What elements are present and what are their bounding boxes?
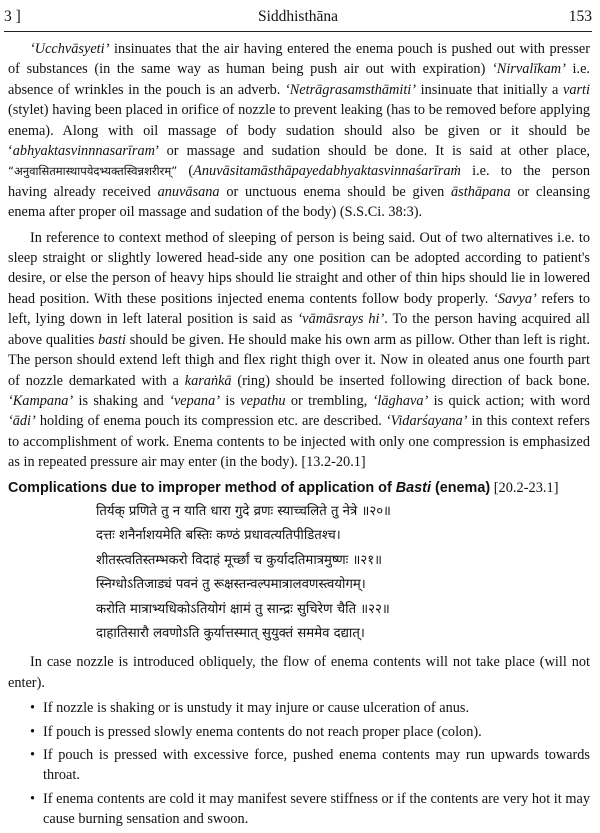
verse-line: दत्तः शनैर्नाशयमेति बस्तिः कण्ठं प्रधावत्यतिपीडितश्च।	[96, 528, 341, 544]
verse-line: स्निग्धोऽतिजाड्यं पवनं तु रूक्षस्तन्वल्पमात्रालवणस्त्वयोगम्।	[96, 577, 366, 593]
list-item: • If pouch is pressed slowly enema contents do not reach proper place (colon).	[30, 722, 590, 742]
verse-reference: [20.2-23.1]	[490, 479, 559, 496]
verse-line: दाहातिसारौ लवणोऽति कुर्यात्तस्मात् सुयुक्तं सममेव दद्यात्।	[96, 625, 365, 641]
list-item: • If nozzle is shaking or is unstudy it may injure or cause ulceration of anus.	[30, 698, 590, 718]
page-body	[8, 39, 590, 833]
sanskrit-verses	[96, 500, 590, 646]
complications-list	[8, 698, 590, 829]
verse-line: शीतस्त्वतिस्तम्भकरो विदाहं मूर्च्छां च कुर्यादतिमात्रमुष्णः ॥२१॥	[96, 552, 383, 568]
bullet-icon: •	[30, 723, 36, 740]
verse-line: तिर्यक् प्रणिते तु न याति धारा गुदे व्रणः स्याच्चलिते तु नेत्रे ॥२०॥	[96, 503, 391, 519]
bullet-icon: •	[30, 747, 36, 763]
list-item: • If enema contents are cold it may manifest severe stiffness or if the contents are very hot it may cause burning sensation and swoon.	[30, 790, 590, 828]
chapter-number: 3 ]	[4, 8, 21, 25]
paragraph-nozzle-oblique: In case nozzle is introduced obliquely, the flow of enema contents will not take place (will not enter).	[8, 654, 590, 691]
list-item: • If pouch is pressed with excessive force, pushed enema contents may run upwards towards throat.	[30, 747, 590, 784]
sanskrit-quote: “अनुवासितमास्थापयेदभ्यक्तस्विन्नशरीरम्”	[8, 164, 178, 179]
page-number: 153	[568, 8, 592, 25]
running-header	[4, 8, 592, 32]
paragraph-sleeping-method: In reference to context method of sleeping of person is being said. Out of two alternatives i.e. to sleep straight or slightly lowered head-side any one position can be adopted according to patient's desire, or else the person of heavy hips should lie straight and other of thin hips should lie in lowered head position. With these positions injected enema contents follow body properly. ‘Savya’ refers to left, lying down in left lateral position is said as ‘vāmāsrays hi’. To the person having acquired all above qualities basti should be given. He should make his own arm as pillow. Other than left is right. The person should extend left thigh and flex right thigh over it. Now in oleated anus one fourth part of nozzle demarkated with a karaṅkā (ring) should be inserted following direction of back bone. ‘Kampana’ is shaking and ‘vepana’ is vepathu or trembling, ‘lāghava’ is quick action; with word ‘ādi’ holding of enema pouch its compression etc. are described. ‘Vidarśayana’ in this context refers to accomplishment of work. Enema contents to be injected with only one compression is emphasized as in repeated pressure air may enter (in the body). [13.2-20.1]	[8, 229, 591, 471]
paragraph-ucchvasyeti: ‘Ucchvāsyeti’ insinuates that the air having entered the enema pouch is pushed out with presser of substances (in the same way as human being push air out with expiration) ‘Nirvalīkam’ i.e. absence of wrinkles in the pouch is an adverb. ‘Netrāgrasamsthāmiti’ insinuate that initially a varti (stylet) having been placed in orifice of nozzle to prevent leaking (has to be removed before applying enema). Along with oil massage of body sudation should also be given or it should be ‘abhyaktasvinnnasarīram’ or massage and sudation should be done. It is said at other place, “अनुवासितमास्थापयेदभ्यक्तस्विन्नशरीरम्” (Anuvāsitamāsthāpayedabhyaktasvinnaśarīraṁ i.e. to the person having already received anuvāsana or unctuous enema should be given āsthāpana or cleansing enema after proper oil massage and sudation of the body) (S.S.Ci. 38:3).	[8, 41, 591, 221]
section-heading: Complications due to improper method of application of Basti (enema) [20.2-23.1]	[8, 479, 559, 496]
running-title: Siddhisthāna	[257, 8, 339, 25]
bullet-icon: •	[30, 700, 36, 717]
bullet-icon: •	[30, 790, 36, 807]
verse-line: करोति मात्राभ्यधिकोऽतियोगं क्षामं तु सान्द्रः सुचिरेण चैति ॥२२॥	[96, 601, 390, 617]
header-rule	[4, 31, 592, 32]
